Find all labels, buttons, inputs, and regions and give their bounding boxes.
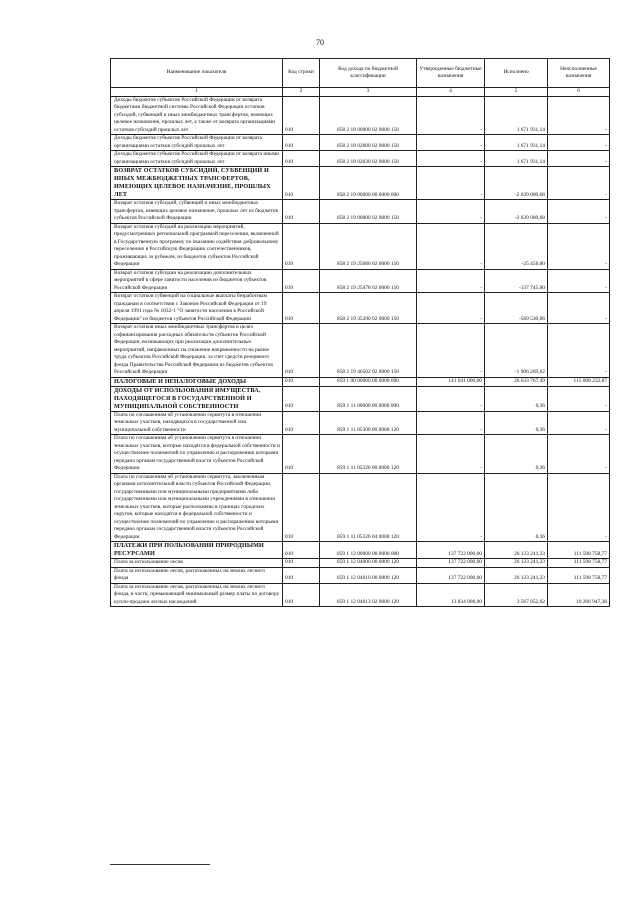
row-executed: -2 639 000,68	[485, 200, 548, 224]
row-name: Плата по соглашениям об установлении сервитута в отношении земельных участков, находящихся в государственной или муниципальной собственности	[111, 411, 283, 435]
column-number: 4	[417, 88, 485, 97]
row-unexecuted: -	[548, 96, 610, 135]
table-row	[111, 200, 610, 224]
table-row	[111, 269, 610, 293]
row-approved: -	[417, 135, 485, 151]
row-income-code: 859 1 11 05326 04 0000 120	[320, 473, 417, 542]
row-income-code: 859 1 00 00000 00 0000 000	[320, 377, 417, 386]
row-name: Плата за использование лесов, расположенных на землях лесного фонда, в части, превышающей минимальный размер платы по договору купли-продажи лесных насаждений	[111, 583, 283, 607]
row-unexecuted: -	[548, 473, 610, 542]
row-name: Возврат остатков иных межбюджетных трансфертов в целях софинансирования расходных обязательств субъектов Российской Федерации, возникающих при реализации дополнительных мероприятий, направленных на снижение напряженности на рынке труда субъектов Российской Федерации, за счет средств резервного фонда Правительства Российской Федерации из бюджетов субъектов Российской Федерации	[111, 324, 283, 378]
row-name: Возврат остатков субвенций на социальные выплаты безработным гражданам в соответствии с Законом Российской Федерации от 19 апреля 1991 года № 1032-1 "О занятости населения в Российской Федерации" из бюджетов субъектов Российской Федерации	[111, 293, 283, 324]
row-income-code: 859 1 11 00000 00 0000 000	[320, 386, 417, 411]
row-name: ДОХОДЫ ОТ ИСПОЛЬЗОВАНИЯ ИМУЩЕСТВА, НАХОДЯЩЕГОСЯ В ГОСУДАРСТВЕННОЙ И МУНИЦИПАЛЬНОЙ СОБСТВЕННОСТИ	[111, 386, 283, 411]
row-executed: 1 671 931,14	[485, 151, 548, 167]
column-number: 6	[548, 88, 610, 97]
row-name: Возврат остатков субсидии на реализацию дополнительных мероприятий в сфере занятости населения из бюджетов субъектов Российской Федерации	[111, 269, 283, 293]
row-unexecuted: 111 598 758,77	[548, 542, 610, 559]
row-income-code: 859 1 12 04010 00 0000 120	[320, 567, 417, 583]
row-unexecuted: -	[548, 293, 610, 324]
table-row	[111, 96, 610, 135]
row-line-code: 010	[283, 135, 320, 151]
row-executed: 26 123 241,23	[485, 542, 548, 559]
row-name: Доходы бюджетов субъектов Российской Федерации от возврата бюджетами бюджетной системы Российской Федерации остатков субсидий, субвенций и иных межбюджетных трансфертов, имеющих целевое назначение, прошлых лет, а также от возврата организациями остатков субсидий прошлых лет	[111, 96, 283, 135]
row-name: Плата по соглашениям об установлении сервитута, заключенным органами исполнительной власти субъектов Российской Федерации, государственными или муниципальными предприятиями либо государственными или муниципальными учреждениями в отношении земельных участков, которые расположены в границах городских округов, которые находятся в федеральной собственности и осуществление полномочий по управлению и распоряжению которыми передано органам государственной власти субъектов Российской Федерации	[111, 473, 283, 542]
row-income-code: 858 2 19 25478 02 0000 150	[320, 269, 417, 293]
column-number-row	[111, 88, 610, 97]
row-name: Возврат остатков субсидий, субвенций и иных межбюджетных трансфертов, имеющих целевое назначение, прошлых лет из бюджетов субъектов Российской Федерации	[111, 200, 283, 224]
row-line-code: 010	[283, 583, 320, 607]
row-unexecuted: 111 598 758,77	[548, 559, 610, 568]
header-unexecuted: Неисполненные назначения	[548, 59, 610, 88]
row-name: ПЛАТЕЖИ ПРИ ПОЛЬЗОВАНИИ ПРИРОДНЫМИ РЕСУРСАМИ	[111, 542, 283, 559]
row-approved: -	[417, 411, 485, 435]
budget-income-table	[110, 58, 610, 607]
row-executed: 26 123 241,23	[485, 559, 548, 568]
row-line-code: 010	[283, 473, 320, 542]
column-number: 2	[283, 88, 320, 97]
header-approved: Утвержденные бюджетные назначения	[417, 59, 485, 88]
row-approved: -	[417, 324, 485, 378]
row-unexecuted: -	[548, 151, 610, 167]
row-income-code: 858 2 18 02000 02 0000 150	[320, 135, 417, 151]
row-executed: 26 123 241,23	[485, 567, 548, 583]
row-unexecuted: 115 008 232,87	[548, 377, 610, 386]
table-row	[111, 386, 610, 411]
table-row	[111, 435, 610, 474]
column-number: 1	[111, 88, 283, 97]
row-name: ВОЗВРАТ ОСТАТКОВ СУБСИДИЙ, СУБВЕНЦИЙ И ИНЫХ МЕЖБЮДЖЕТНЫХ ТРАНСФЕРТОВ, ИМЕЮЩИХ ЦЕЛЕВОЕ НАЗНАЧЕНИЕ, ПРОШЛЫХ ЛЕТ	[111, 167, 283, 200]
row-executed: 1 671 931,14	[485, 96, 548, 135]
row-line-code: 010	[283, 223, 320, 269]
row-income-code: 859 1 12 00000 00 0000 000	[320, 542, 417, 559]
row-executed: -569 530,06	[485, 293, 548, 324]
row-executed: 26 633 767,49	[485, 377, 548, 386]
row-executed: -137 745,00	[485, 269, 548, 293]
row-line-code: 010	[283, 293, 320, 324]
row-income-code: 859 1 12 04000 00 0000 120	[320, 559, 417, 568]
row-line-code: 010	[283, 386, 320, 411]
row-unexecuted: -	[548, 200, 610, 224]
row-unexecuted: 10 266 947,38	[548, 583, 610, 607]
row-approved: -	[417, 386, 485, 411]
row-executed: 0,36	[485, 473, 548, 542]
row-income-code: 859 1 11 05326 00 0000 120	[320, 435, 417, 474]
row-executed: -1 906 269,62	[485, 324, 548, 378]
row-name: Плата за использование лесов	[111, 559, 283, 568]
row-unexecuted: -	[548, 435, 610, 474]
row-income-code: 858 2 19 35290 02 0000 150	[320, 293, 417, 324]
row-unexecuted: -	[548, 135, 610, 151]
row-approved: 13 834 000,00	[417, 583, 485, 607]
row-line-code: 010	[283, 435, 320, 474]
table-row	[111, 223, 610, 269]
header-row	[111, 59, 610, 88]
row-approved: -	[417, 293, 485, 324]
row-executed: -2 639 000,68	[485, 167, 548, 200]
table-row	[111, 542, 610, 559]
table-body	[111, 96, 610, 607]
table-row	[111, 324, 610, 378]
row-income-code: 858 2 19 00000 02 0000 150	[320, 200, 417, 224]
row-approved: 141 641 000,00	[417, 377, 485, 386]
table-row	[111, 167, 610, 200]
header-income-code: Код дохода по бюджетной классификации	[320, 59, 417, 88]
row-approved: -	[417, 96, 485, 135]
row-line-code: 010	[283, 542, 320, 559]
row-executed: 0,36	[485, 435, 548, 474]
row-executed: 0,36	[485, 386, 548, 411]
row-name: Плата по соглашениям об установлении сервитута в отношении земельных участков, которые находятся в федеральной собственности и осуществление полномочий по управлению и распоряжению которыми передано органам государственной власти субъектов Российской Федерации	[111, 435, 283, 474]
row-income-code: 859 1 11 05300 00 0000 120	[320, 411, 417, 435]
header-line-code: Код строки	[283, 59, 320, 88]
row-approved: -	[417, 435, 485, 474]
row-approved: 137 722 000,00	[417, 559, 485, 568]
row-line-code: 010	[283, 559, 320, 568]
row-approved: 137 722 000,00	[417, 542, 485, 559]
row-income-code: 858 2 18 02030 02 0000 150	[320, 151, 417, 167]
row-line-code: 010	[283, 167, 320, 200]
page-number: 70	[316, 38, 324, 47]
row-approved: -	[417, 473, 485, 542]
row-line-code: 010	[283, 567, 320, 583]
row-line-code: 010	[283, 151, 320, 167]
table-row	[111, 151, 610, 167]
row-line-code: 010	[283, 96, 320, 135]
row-unexecuted: -	[548, 167, 610, 200]
row-name: Доходы бюджетов субъектов Российской Федерации от возврата иными организациями остатков субсидий прошлых лет	[111, 151, 283, 167]
row-unexecuted: -	[548, 223, 610, 269]
row-line-code: 010	[283, 411, 320, 435]
table-row	[111, 411, 610, 435]
row-approved: 137 722 000,00	[417, 567, 485, 583]
row-name: Возврат остатков субсидий на реализацию мероприятий, предусмотренных региональной программой переселения, включенной в Государственную программу по оказанию содействия добровольному переселению в Российскую Федерацию соотечественников, проживающих за рубежом, из бюджетов субъектов Российской Федерации	[111, 223, 283, 269]
table-row	[111, 377, 610, 386]
row-unexecuted: -	[548, 324, 610, 378]
table-row	[111, 135, 610, 151]
row-executed: 3 567 052,62	[485, 583, 548, 607]
row-name: Доходы бюджетов субъектов Российской Федерации от возврата организациями остатков субсидий прошлых лет	[111, 135, 283, 151]
row-approved: -	[417, 167, 485, 200]
row-executed: 1 671 931,14	[485, 135, 548, 151]
row-approved: -	[417, 151, 485, 167]
row-approved: -	[417, 269, 485, 293]
column-number: 5	[485, 88, 548, 97]
row-unexecuted: 111 598 758,77	[548, 567, 610, 583]
row-executed: 0,36	[485, 411, 548, 435]
row-income-code: 858 2 19 46502 02 0000 150	[320, 324, 417, 378]
row-unexecuted: -	[548, 269, 610, 293]
row-unexecuted: -	[548, 411, 610, 435]
row-executed: -25 456,00	[485, 223, 548, 269]
row-line-code: 010	[283, 324, 320, 378]
table-row	[111, 473, 610, 542]
table-row	[111, 583, 610, 607]
row-approved: -	[417, 223, 485, 269]
header-indicator-name: Наименование показателя	[111, 59, 283, 88]
row-income-code: 858 2 19 00000 00 0000 000	[320, 167, 417, 200]
row-name: Плата за использование лесов, расположенных на землях лесного фонда	[111, 567, 283, 583]
row-income-code: 858 2 19 25086 02 0000 150	[320, 223, 417, 269]
table-row	[111, 567, 610, 583]
row-unexecuted: -	[548, 386, 610, 411]
table-row	[111, 559, 610, 568]
row-line-code: 010	[283, 200, 320, 224]
row-line-code: 010	[283, 269, 320, 293]
row-income-code: 858 2 18 00000 02 0000 150	[320, 96, 417, 135]
row-name: НАЛОГОВЫЕ И НЕНАЛОГОВЫЕ ДОХОДЫ	[111, 377, 283, 386]
table-row	[111, 293, 610, 324]
row-income-code: 859 1 12 04013 02 0000 120	[320, 583, 417, 607]
column-number: 3	[320, 88, 417, 97]
row-line-code: 010	[283, 377, 320, 386]
header-executed: Исполнено	[485, 59, 548, 88]
row-approved: -	[417, 200, 485, 224]
footer-rule	[110, 864, 210, 865]
